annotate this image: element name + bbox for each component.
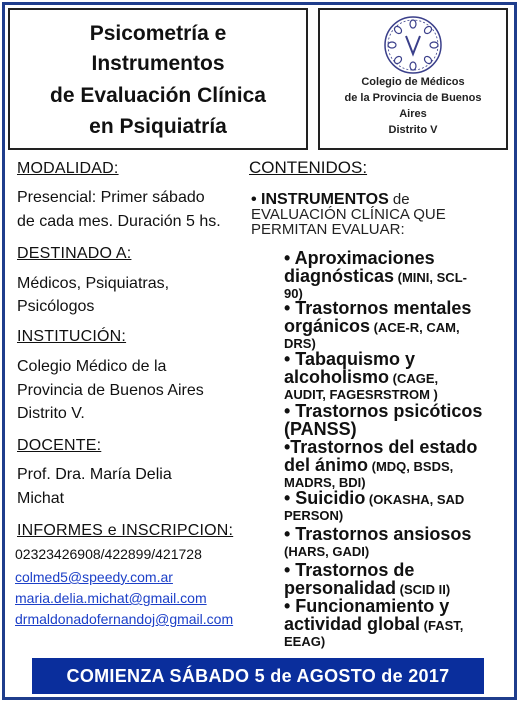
institucion-line-3: Distrito V. [17, 405, 85, 422]
item-6-title: • Suicidio [284, 488, 366, 508]
content-item-8 [284, 562, 450, 598]
item-7-title: • Trastornos ansiosos [284, 524, 472, 544]
item-2-scales: (ACE-R, CAM, [370, 320, 460, 335]
item-9-title: • Funcionamiento y [284, 596, 450, 616]
item-9-scales: (FAST, [420, 618, 464, 633]
modalidad-line-2: de cada mes. Duración 5 hs. [17, 213, 221, 230]
item-1-title-2: diagnósticas [284, 266, 395, 286]
item-6-scales-2: PERSON) [284, 508, 344, 523]
logo-text-3: Aires [399, 108, 427, 120]
item-4-title: • Trastornos psicóticos [284, 401, 483, 421]
logo-text-1: Colegio de Médicos [361, 76, 465, 88]
item-2-scales-2: DRS) [284, 336, 316, 351]
title-box [8, 8, 308, 150]
contenidos-intro-line-3: PERMITAN EVALUAR: [251, 221, 405, 238]
content-item-7 [284, 526, 471, 560]
content-item-1 [284, 250, 467, 302]
item-1-scales-2: 90) [284, 286, 303, 301]
docente-line-1: Prof. Dra. María Delia [17, 466, 172, 483]
contenidos-intro-line-2: EVALUACIÓN CLÍNICA QUE [251, 206, 446, 223]
logo-text-2: de la Provincia de Buenos [344, 92, 482, 104]
institucion-line-1: Colegio Médico de la [17, 358, 167, 375]
content-item-6 [284, 490, 464, 524]
item-9-title-2: actividad global [284, 614, 421, 634]
title-line-2: Instrumentos [91, 52, 225, 75]
docente-heading: DOCENTE: [17, 437, 102, 454]
title-line-4: en Psiquiatría [89, 115, 227, 138]
institucion-heading: INSTITUCIÓN: [17, 328, 127, 345]
item-3-title: • Tabaquismo y [284, 349, 415, 369]
email-link-3[interactable]: drmaldonadofernandoj@gmail.com [15, 611, 234, 627]
email-link-1[interactable]: colmed5@speedy.com.ar [15, 569, 173, 585]
item-4-title-2: (PANSS) [284, 419, 357, 439]
item-8-scales: (SCID II) [396, 582, 451, 597]
phone-numbers: 02323426908/422899/421728 [15, 546, 202, 562]
title-line-1: Psicometría e [89, 22, 227, 45]
content-item-2 [284, 300, 471, 352]
item-2-title: • Trastornos mentales [284, 298, 472, 318]
caduceus-emblem-icon [382, 14, 444, 76]
item-8-title-2: personalidad [284, 578, 397, 598]
destinado-line-1: Médicos, Psiquiatras, [17, 275, 170, 292]
modalidad-heading: MODALIDAD: [17, 160, 119, 177]
item-9-scales-2: EEAG) [284, 634, 326, 649]
title-line-3: de Evaluación Clínica [50, 84, 266, 107]
contenidos-intro-line-1 [251, 193, 410, 207]
logo-box [318, 8, 508, 150]
intro-de: de [388, 191, 410, 208]
item-1-scales: (MINI, SCL- [394, 270, 467, 285]
start-date-banner: COMIENZA SÁBADO 5 de AGOSTO de 2017 [32, 658, 484, 694]
item-7-scales: (HARS, GADI) [284, 544, 370, 559]
item-5-scales-2: MADRS, BDI) [284, 475, 366, 490]
item-6-scales: (OKASHA, SAD [365, 492, 465, 507]
docente-line-2: Michat [17, 490, 65, 507]
item-3-scales: (CAGE, [389, 371, 439, 386]
informes-heading: INFORMES e INSCRIPCION: [17, 522, 234, 539]
destinado-heading: DESTINADO A: [17, 245, 132, 262]
content-item-4 [284, 403, 482, 439]
institucion-line-2: Provincia de Buenos Aires [17, 382, 204, 399]
item-5-title-2: del ánimo [284, 455, 369, 475]
item-3-title-2: alcoholismo [284, 367, 390, 387]
destinado-line-2: Psicólogos [17, 298, 95, 315]
content-item-3 [284, 351, 438, 403]
item-2-title-2: orgánicos [284, 316, 371, 336]
item-5-scales: (MDQ, BSDS, [368, 459, 454, 474]
item-8-title: • Trastornos de [284, 560, 415, 580]
email-link-2[interactable]: maria.delia.michat@gmail.com [15, 590, 207, 606]
item-3-scales-2: AUDIT, FAGESRSTROM ) [284, 387, 438, 402]
item-5-title: •Trastornos del estado [284, 437, 478, 457]
instrumentos-bold: • INSTRUMENTOS [251, 191, 389, 208]
logo-text-4: Distrito V [388, 124, 438, 136]
item-1-title: • Aproximaciones [284, 248, 435, 268]
contenidos-heading: CONTENIDOS: [249, 158, 368, 177]
content-item-9 [284, 598, 463, 650]
content-item-5 [284, 439, 477, 491]
modalidad-line-1: Presencial: Primer sábado [17, 189, 205, 206]
